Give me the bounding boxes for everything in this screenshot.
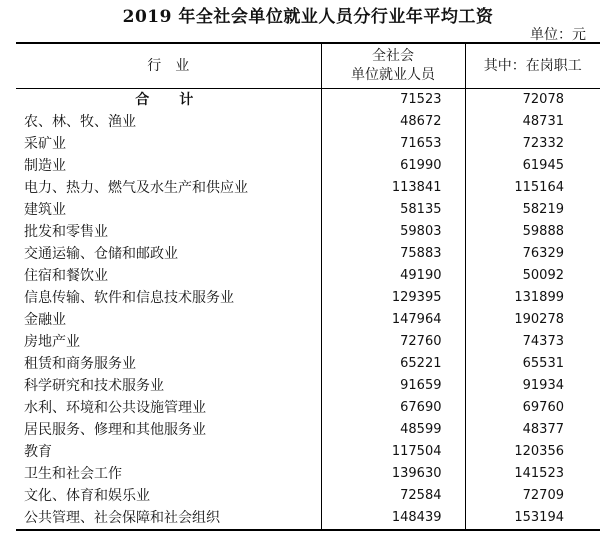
all-employed-wage-cell: 48599 — [321, 419, 465, 441]
on-post-staff-wage-cell: 69760 — [522, 400, 564, 415]
table-row — [16, 265, 600, 287]
all-employed-wage-cell: 67690 — [321, 397, 465, 419]
industry-name-cell: 房地产业 — [16, 331, 321, 353]
all-employed-wage-cell: 48672 — [321, 111, 465, 133]
header-all-employed — [321, 43, 465, 89]
industry-name-cell: 文化、体育和娱乐业 — [16, 485, 321, 507]
on-post-staff-wage-cell: 91934 — [522, 378, 564, 393]
industry-name-cell: 居民服务、修理和其他服务业 — [16, 419, 321, 441]
all-employed-wage-cell: 72760 — [321, 331, 465, 353]
table-row — [16, 507, 600, 530]
industry-name-cell: 信息传输、软件和信息技术服务业 — [16, 287, 321, 309]
all-employed-wage-cell: 71523 — [321, 89, 465, 112]
industry-name-cell: 教育 — [16, 441, 321, 463]
all-employed-wage-cell: 139630 — [321, 463, 465, 485]
industry-name-cell: 电力、热力、燃气及水生产和供应业 — [16, 177, 321, 199]
table-row — [16, 177, 600, 199]
industry-name-cell: 合 计 — [16, 89, 321, 112]
table-row — [16, 199, 600, 221]
table-row — [16, 287, 600, 309]
industry-name-cell: 批发和零售业 — [16, 221, 321, 243]
all-employed-wage-cell: 147964 — [321, 309, 465, 331]
on-post-staff-wage-cell: 153194 — [514, 510, 564, 525]
table-row — [16, 463, 600, 485]
on-post-staff-wage-cell: 72332 — [522, 136, 564, 151]
industry-name-cell: 科学研究和技术服务业 — [16, 375, 321, 397]
header-on-post-staff: 其中：在岗职工 — [483, 57, 582, 74]
table-row — [16, 243, 600, 265]
all-employed-wage-cell: 148439 — [321, 507, 465, 530]
industry-name-cell: 公共管理、社会保障和社会组织 — [16, 507, 321, 530]
on-post-staff-wage-cell: 131899 — [514, 290, 564, 305]
all-employed-wage-cell: 91659 — [321, 375, 465, 397]
unit-label: 单位：元 — [530, 27, 586, 43]
table-row — [16, 441, 600, 463]
table-row — [16, 353, 600, 375]
table-row — [16, 397, 600, 419]
header-all-line1: 全社会 — [372, 48, 414, 64]
table-header-row — [16, 43, 600, 89]
industry-name-cell: 金融业 — [16, 309, 321, 331]
industry-name-cell: 建筑业 — [16, 199, 321, 221]
on-post-staff-wage-cell: 72709 — [522, 488, 564, 503]
on-post-staff-wage-cell: 50092 — [522, 268, 564, 283]
on-post-staff-wage-cell: 48731 — [522, 114, 564, 129]
on-post-staff-wage-cell: 120356 — [514, 444, 564, 459]
all-employed-wage-cell: 117504 — [321, 441, 465, 463]
table-row — [16, 111, 600, 133]
total-row — [16, 89, 600, 112]
wage-table — [16, 42, 600, 531]
on-post-staff-wage-cell: 74373 — [522, 334, 564, 349]
header-industry: 行 业 — [16, 43, 321, 89]
all-employed-wage-cell: 65221 — [321, 353, 465, 375]
on-post-staff-wage-cell: 141523 — [514, 466, 564, 481]
table-row — [16, 375, 600, 397]
on-post-staff-wage-cell: 59888 — [522, 224, 564, 239]
industry-name-cell: 租赁和商务服务业 — [16, 353, 321, 375]
table-row — [16, 221, 600, 243]
industry-name-cell: 住宿和餐饮业 — [16, 265, 321, 287]
on-post-staff-wage-cell: 72078 — [522, 92, 564, 107]
all-employed-wage-cell: 72584 — [321, 485, 465, 507]
on-post-staff-wage-cell: 61945 — [522, 158, 564, 173]
all-employed-wage-cell: 71653 — [321, 133, 465, 155]
industry-name-cell: 水利、环境和公共设施管理业 — [16, 397, 321, 419]
all-employed-wage-cell: 113841 — [321, 177, 465, 199]
industry-name-cell: 采矿业 — [16, 133, 321, 155]
table-row — [16, 309, 600, 331]
on-post-staff-wage-cell: 65531 — [522, 356, 564, 371]
page-title: 2019 年全社会单位就业人员分行业年平均工资 — [122, 7, 494, 27]
all-employed-wage-cell: 75883 — [321, 243, 465, 265]
table-row — [16, 331, 600, 353]
industry-name-cell: 农、林、牧、渔业 — [16, 111, 321, 133]
on-post-staff-wage-cell: 115164 — [514, 180, 564, 195]
table-row — [16, 155, 600, 177]
on-post-staff-wage-cell: 190278 — [514, 312, 564, 327]
industry-name-cell: 交通运输、仓储和邮政业 — [16, 243, 321, 265]
all-employed-wage-cell: 61990 — [321, 155, 465, 177]
table-row — [16, 133, 600, 155]
on-post-staff-wage-cell: 76329 — [522, 246, 564, 261]
all-employed-wage-cell: 58135 — [321, 199, 465, 221]
on-post-staff-wage-cell: 58219 — [522, 202, 564, 217]
header-all-line2: 单位就业人员 — [351, 67, 435, 83]
industry-name-cell: 卫生和社会工作 — [16, 463, 321, 485]
on-post-staff-wage-cell: 48377 — [522, 422, 564, 437]
all-employed-wage-cell: 49190 — [321, 265, 465, 287]
all-employed-wage-cell: 129395 — [321, 287, 465, 309]
all-employed-wage-cell: 59803 — [321, 221, 465, 243]
table-row — [16, 485, 600, 507]
industry-name-cell: 制造业 — [16, 155, 321, 177]
table-row — [16, 419, 600, 441]
